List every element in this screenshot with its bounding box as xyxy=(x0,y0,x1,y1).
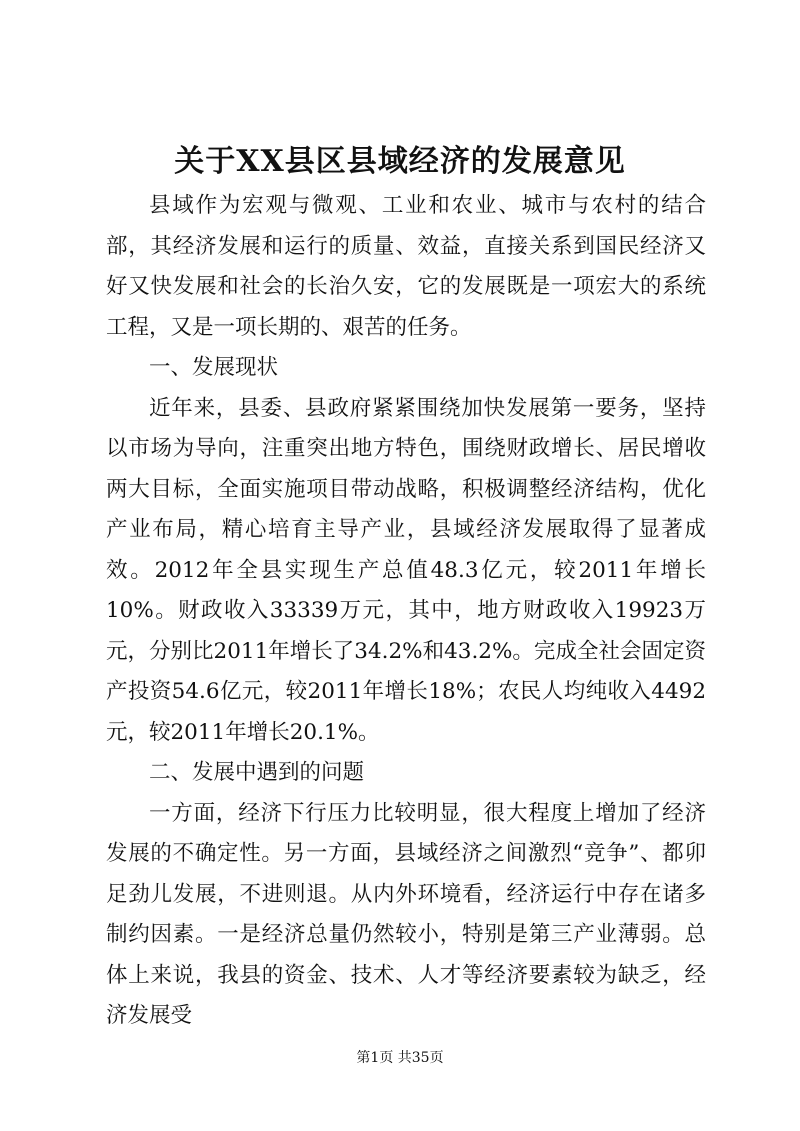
section-heading-current-status: 一、发展现状 xyxy=(149,355,279,380)
section-heading-problems: 二、发展中遇到的问题 xyxy=(149,760,365,785)
current-status-paragraph: 近年来，县委、县政府紧紧围绕加快发展第一要务，坚持以市场为导向，注重突出地方特色，围绕财政增长、居民增收两大目标，全面实施项目带动战略，积极调整经济结构，优化产业布局，精心培育主导产业，县域经济发展取得了显著成效。2012年全县实现生产总值48.3亿元，较2011年增长10%。财政收入33339万元，其中，地方财政收入19923万元，分别比2011年增长了34.2%和43.2%。完成全社会固定资产投资54.6亿元，较2011年增长18%；农民人均纯收入4492元，较2011年增长20.1%。 xyxy=(106,395,706,745)
page-number-footer: 第1页 共35页 xyxy=(356,1050,444,1066)
document-body xyxy=(106,186,706,1037)
document-title: 关于XX县区县域经济的发展意见 xyxy=(174,144,626,179)
intro-paragraph: 县域作为宏观与微观、工业和农业、城市与农村的结合部，其经济发展和运行的质量、效益，直接关系到国民经济又好又快发展和社会的长治久安，它的发展既是一项宏大的系统工程，又是一项长期的、艰苦的任务。 xyxy=(106,193,706,340)
problems-paragraph: 一方面，经济下行压力比较明显，很大程度上增加了经济发展的不确定性。另一方面，县域经济之间激烈“竞争”、都卯足劲儿发展，不进则退。从内外环境看，经济运行中存在诸多制约因素。一是经济总量仍然较小，特别是第三产业薄弱。总体上来说，我县的资金、技术、人才等经济要素较为缺乏，经济发展受 xyxy=(106,800,706,1028)
